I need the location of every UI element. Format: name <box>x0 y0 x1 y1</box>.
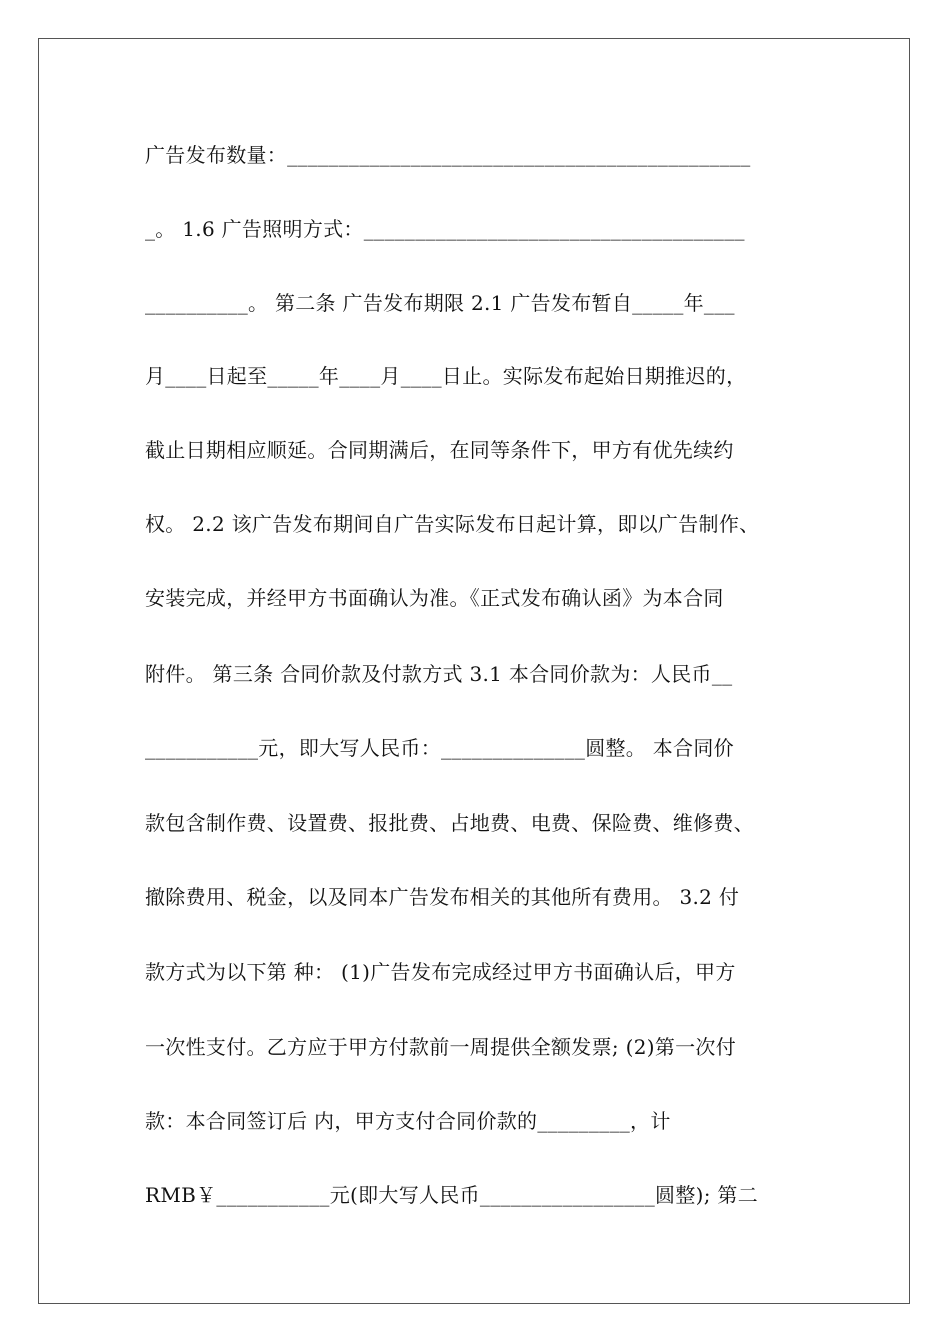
document-line-13: 一次性支付。乙方应于甲方付款前一周提供全额发票; (2)第一次付 <box>145 1035 737 1059</box>
document-line-11: 撤除费用、税金，以及同本广告发布相关的其他所有费用。 3.2 付 <box>145 885 740 909</box>
document-line-2: _。 1.6 广告照明方式：_____________________________________ <box>145 217 745 241</box>
document-line-12: 款方式为以下第 种： (1)广告发布完成经过甲方书面确认后，甲方 <box>145 960 736 984</box>
document-line-6: 权。 2.2 该广告发布期间自广告实际发布日起计算，即以广告制作、 <box>145 512 760 536</box>
document-line-4: 月____日起至_____年____月____日止。实际发布起始日期推迟的， <box>145 364 747 388</box>
document-line-8: 附件。 第三条 合同价款及付款方式 3.1 本合同价款为：人民币__ <box>145 662 733 686</box>
document-line-10: 款包含制作费、设置费、报批费、占地费、电费、保险费、维修费、 <box>145 811 754 835</box>
document-line-15: RMB￥___________元(即大写人民币_________________圆整); 第二 <box>145 1183 759 1207</box>
document-line-3: __________。 第二条 广告发布期限 2.1 广告发布暂自_____年___ <box>145 291 735 315</box>
document-line-1: 广告发布数量：_____________________________________________ <box>145 143 751 167</box>
document-line-7: 安装完成，并经甲方书面确认为准。《正式发布确认函》为本合同 <box>145 586 724 610</box>
document-line-5: 截止日期相应顺延。合同期满后，在同等条件下，甲方有优先续约 <box>145 438 734 462</box>
document-line-14: 款：本合同签订后 内，甲方支付合同价款的_________，计 <box>145 1109 671 1133</box>
document-line-9: ___________元，即大写人民币：______________圆整。 本合同价 <box>145 736 734 760</box>
